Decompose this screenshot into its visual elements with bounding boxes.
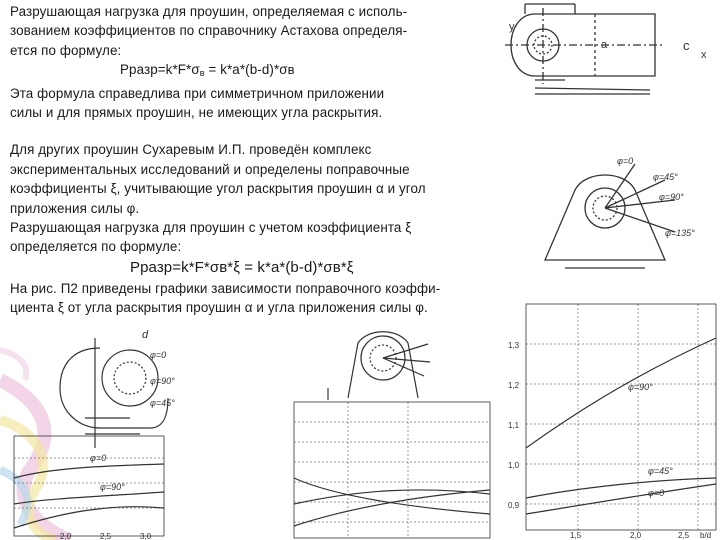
bl-tick-2: 2,5 — [100, 532, 112, 540]
formula-1-mid: = k*a*(b-d)*σ — [204, 62, 288, 78]
p1-line5: силы и для прямых проушин, не имеющих угла раскрытия. — [10, 105, 383, 121]
angled-lug-drawing — [525, 150, 715, 280]
lug-label-x: x — [701, 49, 707, 61]
br-chart-label-phi90: φ=90° — [628, 382, 653, 392]
p1-line4: Эта формула справедлива при симметричном приложении — [10, 85, 385, 101]
p2-line6: определяется по формуле: — [10, 239, 182, 255]
br-ytick-2: 1,1 — [508, 421, 520, 430]
br-ytick-0: 1,3 — [508, 341, 520, 350]
p2-line2: экспериментальных исследований и определены поправочные — [10, 161, 410, 177]
p2-line1: Для других проушин Сухаревым И.П. проведён комплекс — [10, 142, 372, 158]
formula-1 — [10, 60, 520, 83]
bl-label-phi0: φ=0 — [150, 350, 167, 360]
bottom-right-chart — [508, 298, 720, 540]
br-xtick-0: 1,5 — [570, 531, 582, 540]
br-chart-label-phi0: φ=0 — [648, 488, 665, 498]
br-ytick-1: 1,2 — [508, 381, 520, 390]
bl-tick-3: 3,0 — [140, 532, 152, 540]
br-chart-label-phi45: φ=45° — [648, 466, 673, 476]
p2-line3: коэффициенты ξ, учитывающие угол раскрытия проушин α и угол — [10, 181, 426, 197]
main-text — [10, 2, 520, 318]
lug-label-c: c — [683, 38, 690, 53]
p2-line7: На рис. П2 приведены графики зависимости поправочного коэффи- — [10, 280, 441, 296]
bl-chart-label-phi0: φ=0 — [90, 453, 107, 463]
br-xtick-2: 2,5 — [678, 531, 690, 540]
p1-line2: зованием коэффициентов по справочнику Астахова определя- — [10, 23, 408, 39]
p1-line1: Разрушающая нагрузка для проушин, определяемая с исполь- — [10, 4, 408, 19]
p1-line3: ется по формуле: — [10, 42, 122, 58]
bl-chart-label-phi90: φ=90° — [100, 482, 125, 492]
p2-line5: Разрушающая нагрузка для проушин с учетом коэффициента ξ — [10, 220, 412, 236]
br-xtick-unit: b/d — [700, 531, 712, 540]
angle-label-phi135: φ=135° — [665, 228, 695, 238]
bl-label-d: d — [142, 329, 149, 341]
formula-1-sub: в — [199, 68, 205, 79]
bl-label-phi90: φ=90° — [150, 376, 175, 386]
angle-label-phi90: φ=90° — [659, 192, 684, 202]
p2-line4: приложения силы φ. — [10, 200, 140, 216]
formula-2: Pразр=k*F*σв*ξ = k*a*(b-d)*σв*ξ — [130, 258, 354, 276]
bottom-middle-figure — [268, 318, 508, 540]
formula-1-prefix: Pразр=k*F*σ — [120, 62, 200, 78]
bl-tick-1: 2,0 — [60, 532, 72, 540]
br-xtick-1: 2,0 — [630, 531, 642, 540]
bl-label-phi45: φ=45° — [150, 398, 175, 408]
p2-line8: циента ξ от угла раскрытия проушин α и угла приложения силы φ. — [10, 300, 428, 316]
lug-label-y: y — [509, 21, 515, 33]
br-ytick-3: 1,0 — [508, 461, 520, 470]
bottom-left-figure — [0, 318, 175, 540]
br-ytick-4: 0,9 — [508, 501, 520, 510]
formula-1-end: в — [287, 62, 295, 78]
straight-lug-drawing — [505, 0, 717, 100]
angle-label-phi0: φ=0 — [617, 156, 634, 166]
lug-label-a: a — [601, 39, 608, 51]
angle-label-phi45: φ=45° — [653, 172, 678, 182]
